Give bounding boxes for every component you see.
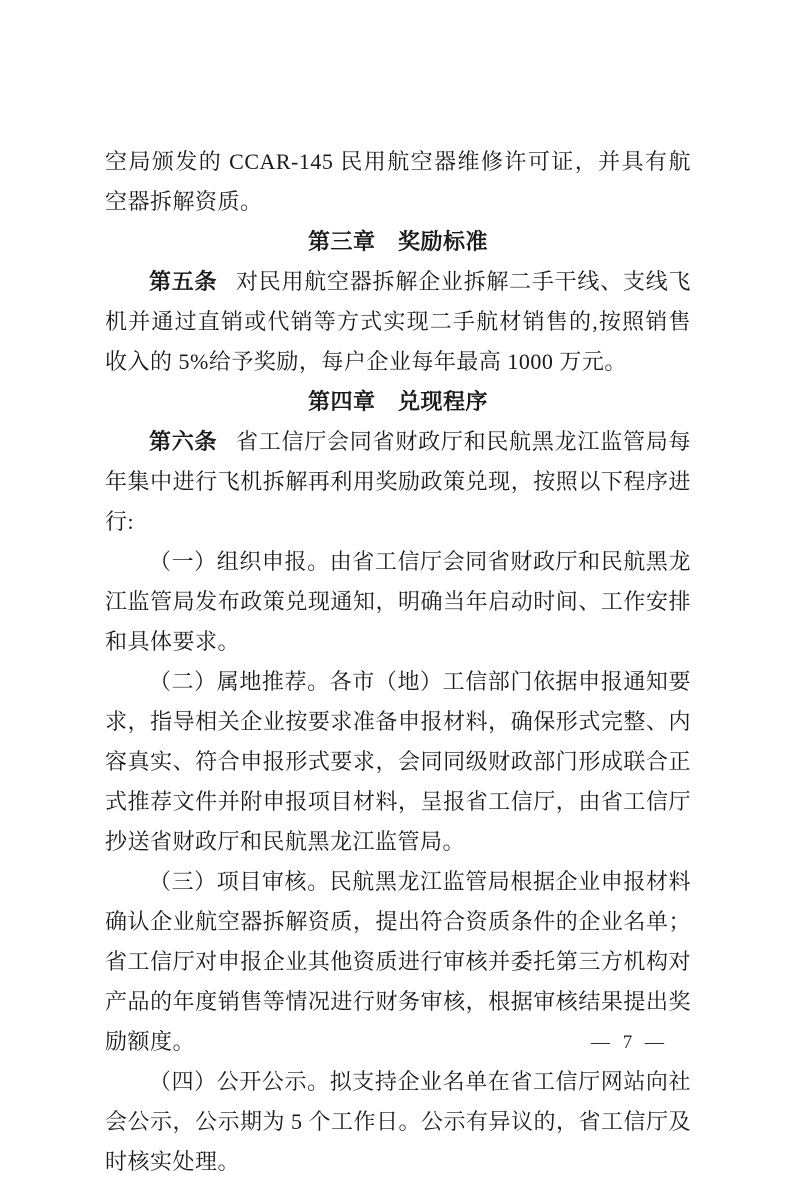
article-6-text: 省工信厅会同省财政厅和民航黑龙江监管局每年集中进行飞机拆解再利用奖励政策兑现，按照以下程序进行:: [105, 429, 691, 534]
article-6-paragraph: [105, 422, 691, 542]
procedure-item-2: （二）属地推荐。各市（地）工信部门依据申报通知要求，指导相关企业按要求准备申报材料，确保形式完整、内容真实、符合申报形式要求，会同同级财政部门形成联合正式推荐文件并附申报项目材料，呈报省工信厅，由省工信厅抄送省财政厅和民航黑龙江监管局。: [105, 669, 691, 854]
chapter-4-heading: 第四章 兑现程序: [307, 389, 488, 414]
paragraph-continuation: [105, 142, 691, 222]
page-number: — 7 —: [591, 1032, 665, 1053]
article-6-number: 第六条: [149, 429, 218, 454]
chapter-3-heading: 第三章 奖励标准: [307, 229, 488, 254]
continuation-text: 空局颁发的 CCAR-145 民用航空器维修许可证，并具有航空器拆解资质。: [105, 149, 691, 214]
document-body: [105, 142, 691, 1182]
article-5-paragraph: [105, 262, 691, 382]
procedure-item-1: （一）组织申报。由省工信厅会同省财政厅和民航黑龙江监管局发布政策兑现通知，明确当年启动时间、工作安排和具体要求。: [105, 549, 691, 654]
procedure-item-3: （三）项目审核。民航黑龙江监管局根据企业申报材料确认企业航空器拆解资质，提出符合资质条件的企业名单；省工信厅对申报企业其他资质进行审核并委托第三方机构对产品的年度销售等情况进行财务审核，根据审核结果提出奖励额度。: [105, 869, 691, 1054]
procedure-item-4: （四）公开公示。拟支持企业名单在省工信厅网站向社会公示，公示期为 5 个工作日。公示有异议的，省工信厅及时核实处理。: [105, 1069, 692, 1174]
article-5-text: 对民用航空器拆解企业拆解二手干线、支线飞机并通过直销或代销等方式实现二手航材销售的,按照销售收入的 5%给予奖励，每户企业每年最高 1000 万元。: [105, 269, 691, 374]
article-5-number: 第五条: [149, 269, 218, 294]
